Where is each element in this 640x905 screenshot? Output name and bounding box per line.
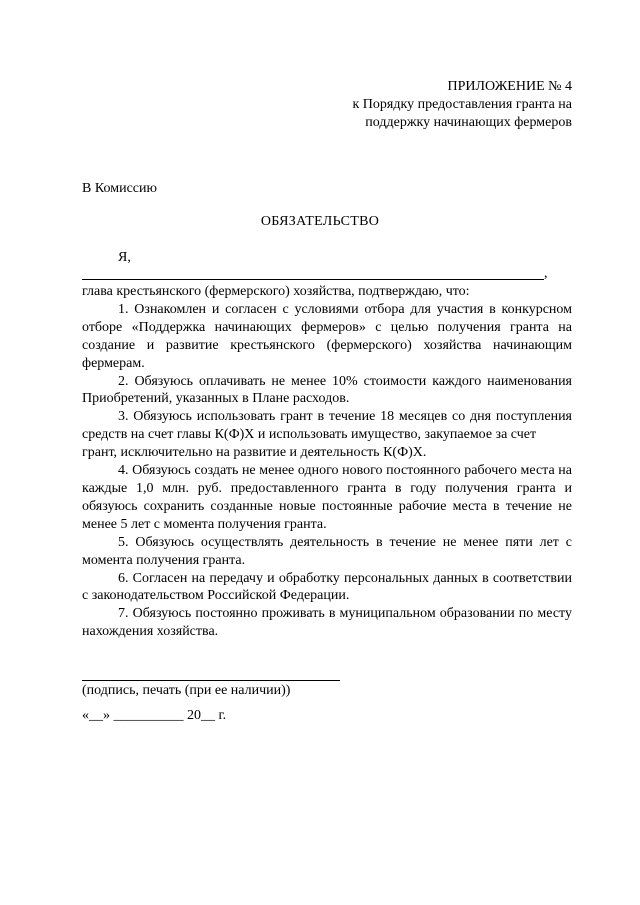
appendix-number: ПРИЛОЖЕНИЕ № 4 [447, 79, 572, 94]
obligation-item-4: 4. Обязуюсь создать не менее одного нового постоянного рабочего места на каждые 1,0 млн. руб. предоставленного гранта в году получения гранта и обязуюсь сохранить созданные новые постоянные рабочие места в течение не менее 5 лет с момента получения гранта. [82, 463, 572, 532]
name-blank-line [82, 266, 544, 280]
signature-caption: (подпись, печать (при ее наличии)) [82, 683, 291, 698]
obligation-item-2: 2. Обязуюсь оплачивать не менее 10% стоимости каждого наименования Приобретений, указанных в Плане расходов. [82, 373, 572, 407]
obligation-item-5: 5. Обязуюсь осуществлять деятельность в течение не менее пяти лет с момента получения гранта. [82, 534, 572, 568]
document-title: ОБЯЗАТЕЛЬСТВО [260, 214, 380, 229]
appendix-reference-line-2: поддержку начинающих фермеров [365, 115, 572, 130]
appendix-reference-line-1: к Порядку предоставления гранта на [352, 97, 572, 112]
addressee: В Комиссию [82, 181, 157, 196]
obligation-item-3-continued: грант, исключительно на развитие и деятельность К(Ф)Х. [82, 445, 427, 461]
name-line-comma: , [544, 266, 548, 281]
signature-line [82, 680, 340, 681]
obligation-item-3: 3. Обязуюсь использовать грант в течение 18 месяцев со дня поступления средств на счет главы К(Ф)Х и использовать имущество, закупаемое за счет [82, 409, 572, 443]
obligation-body [82, 283, 572, 641]
intro-text: глава крестьянского (фермерского) хозяйства, подтверждаю, что: [82, 284, 470, 299]
date-line: «__» __________ 20__ г. [82, 708, 227, 723]
obligation-item-6: 6. Согласен на передачу и обработку персональных данных в соответствии с законодательством Российской Федерации. [82, 570, 572, 604]
pledger-label: Я, [118, 250, 131, 265]
obligation-item-1: 1. Ознакомлен и согласен с условиями отбора для участия в конкурсном отборе «Поддержка начинающих фермеров» с целью получения гранта на создание и развитие крестьянского (фермерского) хозяйства начинающим фермерам. [82, 301, 572, 371]
obligation-item-7: 7. Обязуюсь постоянно проживать в муниципальном образовании по месту нахождения хозяйства. [82, 606, 572, 640]
appendix-header [353, 78, 573, 132]
